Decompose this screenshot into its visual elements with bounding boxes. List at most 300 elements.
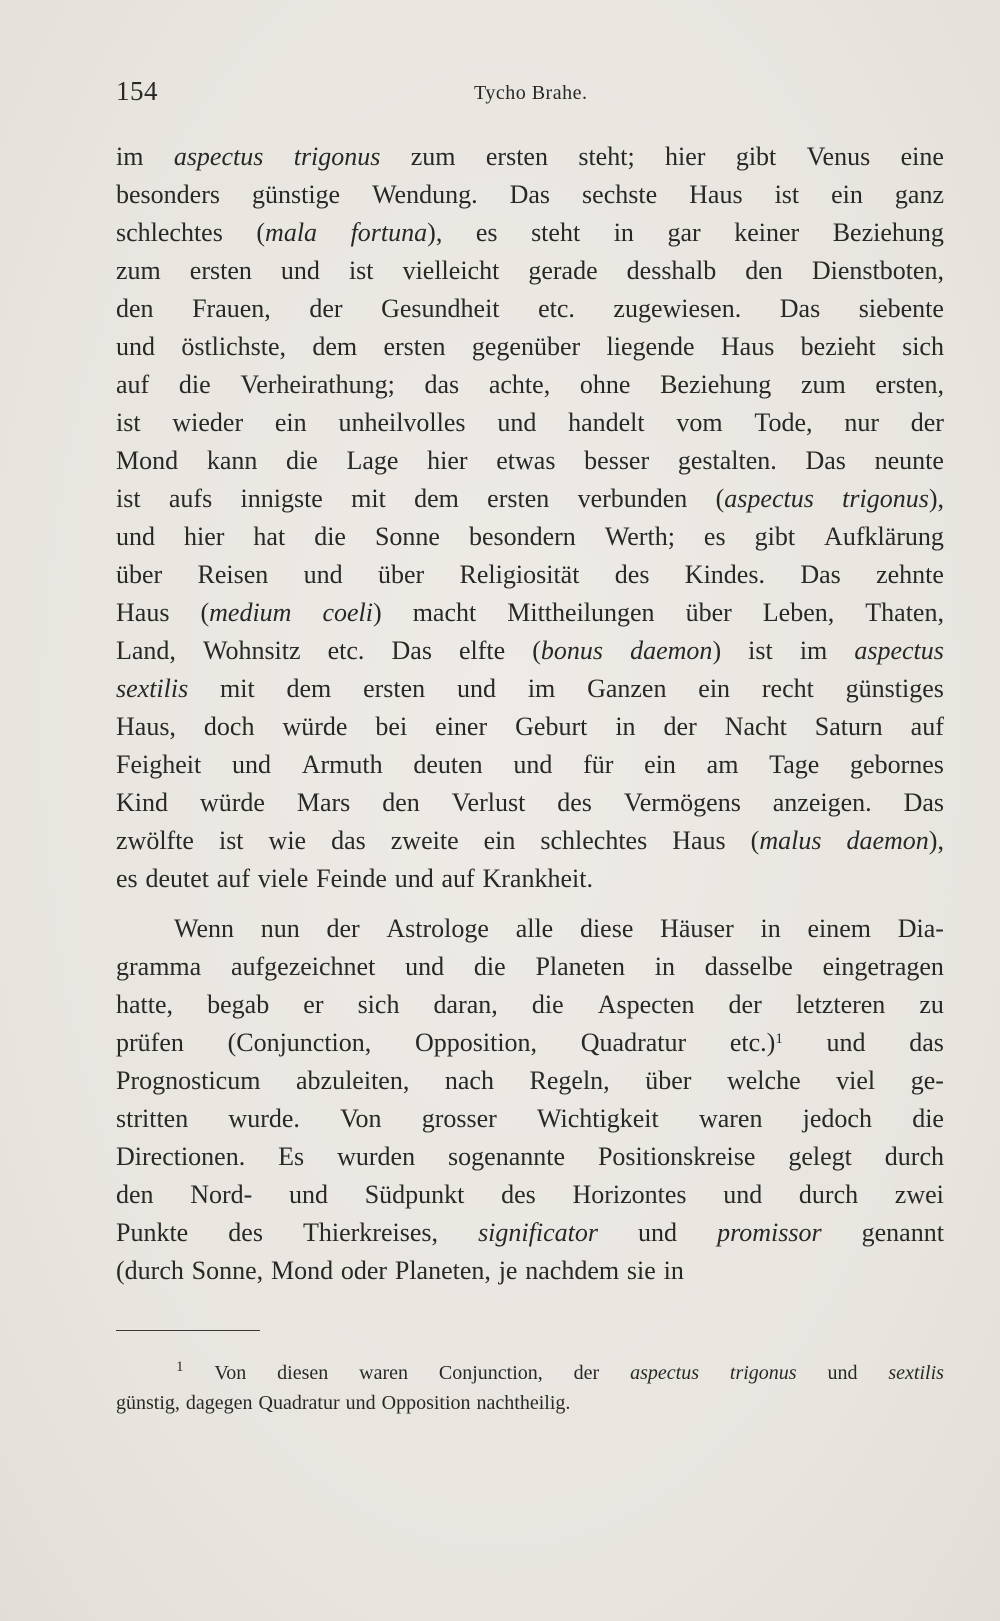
word: zwölfte — [116, 826, 194, 855]
word: Südpunkt — [364, 1180, 465, 1209]
word: coeli) — [322, 598, 382, 627]
word: grosser — [421, 1104, 497, 1133]
word: er — [303, 990, 324, 1019]
word: würde — [199, 788, 265, 817]
word: Quadratur — [258, 1392, 340, 1414]
word: Werth; — [604, 522, 675, 551]
text-line — [116, 1024, 944, 1062]
word: (malus — [750, 826, 822, 855]
word: trigonus), — [842, 484, 944, 513]
word: nachtheilig. — [476, 1392, 571, 1414]
word: innigste — [240, 484, 323, 513]
word: sie — [626, 1256, 656, 1285]
text-line — [116, 1176, 944, 1214]
word: ersten — [383, 332, 446, 361]
word: bezieht — [800, 332, 876, 361]
word: je — [498, 1256, 518, 1285]
text-line — [116, 860, 944, 898]
word: Tode, — [754, 408, 813, 437]
word: würde — [282, 712, 348, 741]
word: der — [663, 712, 697, 741]
word: wurden — [337, 1142, 416, 1171]
word: der — [309, 294, 343, 323]
word: in — [663, 1256, 684, 1285]
word: Reisen — [197, 560, 269, 589]
text-line — [116, 138, 944, 176]
word: Religiosität — [459, 560, 580, 589]
running-title: Tycho Brahe. — [474, 82, 588, 104]
word: nachdem — [525, 1256, 620, 1285]
word: vom — [676, 408, 723, 437]
word: promissor — [717, 1218, 822, 1247]
text-line — [116, 442, 944, 480]
word: unheilvolles — [338, 408, 466, 437]
text-line — [116, 708, 944, 746]
word: und — [513, 750, 553, 779]
text-line — [116, 822, 944, 860]
word: und — [231, 750, 271, 779]
word: waren — [698, 1104, 763, 1133]
word: eingetragen — [822, 952, 944, 981]
word: auf — [441, 864, 475, 893]
word: Das — [779, 294, 821, 323]
word: und — [457, 674, 496, 703]
word: Vermögens — [623, 788, 741, 817]
word: Venus — [806, 142, 871, 171]
word: das — [331, 826, 366, 855]
word: letzteren — [795, 990, 886, 1019]
word: daemon), — [846, 826, 944, 855]
word: im — [527, 674, 556, 703]
page-number: 154 — [116, 76, 158, 106]
word: ersten — [363, 674, 426, 703]
word: das — [909, 1028, 944, 1057]
text-line — [116, 948, 944, 986]
word: ein — [644, 750, 676, 779]
word: daemon) — [630, 636, 722, 665]
word: significator — [478, 1218, 598, 1247]
word: prüfen — [116, 1028, 184, 1057]
word: durch — [884, 1142, 944, 1171]
word: aufgezeichnet — [230, 952, 376, 981]
text-line — [116, 986, 944, 1024]
word: sich — [902, 332, 944, 361]
word: einer — [435, 712, 488, 741]
word: ist — [774, 180, 800, 209]
word: besonders — [116, 180, 220, 209]
word: Es — [278, 1142, 305, 1171]
word: Mars — [296, 788, 351, 817]
word: recht — [761, 674, 814, 703]
word: Saturn — [814, 712, 883, 741]
text-line — [116, 1358, 944, 1388]
word: gar — [667, 218, 701, 247]
text-line — [116, 1062, 944, 1100]
word: und — [303, 560, 343, 589]
text-line — [116, 1388, 944, 1418]
word: Beziehung — [832, 218, 944, 247]
word: hatte, — [116, 990, 174, 1019]
word: dasselbe — [704, 952, 793, 981]
text-line — [116, 910, 944, 948]
word: zum — [410, 142, 456, 171]
word: gerade — [528, 256, 598, 285]
word: das — [424, 370, 460, 399]
word: keiner — [734, 218, 800, 247]
word: mit — [351, 484, 386, 513]
text-line — [116, 366, 944, 404]
word: nun — [260, 914, 300, 943]
word: Wichtigkeit — [537, 1104, 659, 1133]
word: Aspecten — [597, 990, 695, 1019]
word: Kind — [116, 788, 168, 817]
word: kann — [206, 446, 258, 475]
word: dagegen — [185, 1392, 253, 1414]
word: etc.)$^1$ — [729, 1028, 783, 1057]
word: Das — [800, 560, 841, 589]
word: Feigheit — [116, 750, 202, 779]
text-line — [116, 594, 944, 632]
word: ge- — [910, 1066, 944, 1095]
word: Sonne — [374, 522, 440, 551]
word: auf — [116, 370, 150, 399]
word: Gesundheit — [381, 294, 500, 323]
word: es — [475, 218, 498, 247]
word: Von — [340, 1104, 382, 1133]
paragraph — [116, 138, 944, 898]
word: Dia- — [897, 914, 944, 943]
word: hier — [427, 446, 468, 475]
word: gestalten. — [677, 446, 777, 475]
word: steht — [531, 218, 581, 247]
word: der — [326, 914, 360, 943]
word: der — [910, 408, 944, 437]
word: ist — [218, 826, 244, 855]
word: Positionskreise — [597, 1142, 756, 1171]
word: Verlust — [451, 788, 526, 817]
word: hier — [665, 142, 706, 171]
word: Aufklärung — [824, 522, 944, 551]
word: wieder — [172, 408, 244, 437]
word: (durch — [116, 1256, 184, 1285]
text-line — [116, 1100, 944, 1138]
word: Opposition — [381, 1392, 471, 1414]
word: und — [405, 952, 445, 981]
body-text — [116, 138, 944, 1290]
word: Directionen. — [116, 1142, 246, 1171]
word: für — [583, 750, 614, 779]
word: und — [826, 1028, 866, 1057]
word: hat — [253, 522, 286, 551]
word: fortuna), — [350, 218, 443, 247]
word: elfte — [459, 636, 506, 665]
word: ersten — [189, 256, 252, 285]
word: gibt — [735, 142, 777, 171]
word: über — [685, 598, 732, 627]
word: oder — [340, 1256, 388, 1285]
word: trigonus — [729, 1362, 797, 1384]
word: in — [613, 218, 634, 247]
word: (mala — [256, 218, 318, 247]
word: steht; — [578, 142, 635, 171]
word: gelegt — [788, 1142, 852, 1171]
word: welche — [726, 1066, 801, 1095]
word: doch — [203, 712, 255, 741]
word: achte, — [488, 370, 551, 399]
word: gramma — [116, 952, 202, 981]
word: des — [501, 1180, 536, 1209]
word: zum — [116, 256, 161, 285]
word: im — [116, 142, 144, 171]
word: ein — [698, 674, 731, 703]
word: günstig, — [116, 1392, 180, 1414]
word: Astrologe — [386, 914, 489, 943]
word: sextilis — [116, 674, 189, 703]
word: (aspectus — [715, 484, 814, 513]
word: wie — [268, 826, 307, 855]
word: den — [745, 256, 783, 285]
word: aspectus — [630, 1362, 699, 1384]
word: sich — [357, 990, 400, 1019]
word: und — [289, 1180, 329, 1209]
footnote-rule — [116, 1330, 260, 1331]
text-line — [116, 1252, 944, 1290]
word: Wenn — [174, 914, 234, 943]
word: diese — [579, 914, 634, 943]
word: Wendung. — [372, 180, 478, 209]
word: dem — [414, 484, 459, 513]
word: und — [280, 256, 320, 285]
word: Kindes. — [684, 560, 765, 589]
word: auf — [216, 864, 250, 893]
word: dem — [312, 332, 358, 361]
word: alle — [515, 914, 554, 943]
word: stritten — [116, 1104, 189, 1133]
word: Planeten — [535, 952, 625, 981]
word: einem — [807, 914, 871, 943]
word: die — [178, 370, 211, 399]
word: aufs — [168, 484, 213, 513]
word: Quadratur — [580, 1028, 687, 1057]
word: des — [614, 560, 650, 589]
word: zehnte — [876, 560, 944, 589]
word: und — [394, 864, 434, 893]
text-line — [116, 252, 944, 290]
word: am — [706, 750, 739, 779]
word: Verheirathung; — [240, 370, 395, 399]
word: ist — [348, 256, 374, 285]
word: Regeln, — [529, 1066, 610, 1095]
word: dem — [286, 674, 332, 703]
word: etc. — [538, 294, 575, 323]
word: Das — [903, 788, 944, 817]
word: des — [557, 788, 592, 817]
word: Ganzen — [587, 674, 667, 703]
word: mit — [220, 674, 255, 703]
word: nur — [844, 408, 879, 437]
word: Beziehung — [660, 370, 772, 399]
word: Prognosticum — [116, 1066, 261, 1095]
word: und — [827, 1362, 858, 1384]
word: und — [345, 1392, 376, 1414]
word: Haus, — [116, 712, 176, 741]
word: zwei — [894, 1180, 944, 1209]
word: über — [645, 1066, 692, 1095]
word: nach — [444, 1066, 494, 1095]
word: Thaten, — [865, 598, 944, 627]
word: auf — [910, 712, 944, 741]
text-line — [116, 480, 944, 518]
word: ist — [748, 636, 773, 665]
word: etwas — [496, 446, 556, 475]
word: 1 — [176, 1359, 184, 1375]
word: bei — [375, 712, 408, 741]
word: gebornes — [850, 750, 944, 779]
word: genannt — [861, 1218, 944, 1247]
word: desshalb — [626, 256, 717, 285]
word: siebente — [858, 294, 944, 323]
word: ist — [116, 484, 141, 513]
word: viele — [257, 864, 309, 893]
word: hier — [184, 522, 225, 551]
word: in — [654, 952, 675, 981]
word: Dienstboten, — [811, 256, 944, 285]
word: Leben, — [762, 598, 835, 627]
word: über — [378, 560, 425, 589]
word: Thierkreises, — [303, 1218, 439, 1247]
word: Opposition, — [414, 1028, 538, 1057]
word: günstige — [251, 180, 341, 209]
word: günstiges — [845, 674, 944, 703]
text-line — [116, 214, 944, 252]
text-line — [116, 404, 944, 442]
word: neunte — [874, 446, 944, 475]
word: zweite — [390, 826, 459, 855]
word: Nacht — [724, 712, 787, 741]
word: in — [760, 914, 781, 943]
word: gegenüber — [471, 332, 581, 361]
word: Haus — [720, 332, 775, 361]
word: den — [116, 294, 154, 323]
word: Tage — [769, 750, 820, 779]
word: diesen — [277, 1362, 329, 1384]
word: Conjunction, — [438, 1362, 543, 1384]
word: Feinde — [316, 864, 387, 893]
text-line — [116, 1214, 944, 1252]
word: Mond — [116, 446, 179, 475]
word: Häuser — [660, 914, 734, 943]
word: zugewiesen. — [613, 294, 742, 323]
word: ersten, — [875, 370, 944, 399]
word: abzuleiten, — [296, 1066, 410, 1095]
word: liegende — [606, 332, 695, 361]
word: daran, — [433, 990, 498, 1019]
word: ein — [274, 408, 307, 437]
word: begab — [207, 990, 270, 1019]
word: schlechtes — [116, 218, 223, 247]
word: es — [116, 864, 138, 893]
word: ist — [116, 408, 141, 437]
word: Nord- — [190, 1180, 253, 1209]
word: und — [116, 332, 155, 361]
word: die — [473, 952, 506, 981]
word: die — [286, 446, 318, 475]
word: besondern — [468, 522, 576, 551]
word: und — [116, 522, 155, 551]
word: deuten — [413, 750, 483, 779]
word: Sonne, — [191, 1256, 264, 1285]
word: deutet — [145, 864, 209, 893]
word: gibt — [754, 522, 796, 551]
text-line — [116, 746, 944, 784]
running-head — [116, 76, 946, 116]
word: etc. — [327, 636, 365, 665]
text-line — [116, 176, 944, 214]
word: anzeigen. — [772, 788, 872, 817]
word: handelt — [568, 408, 645, 437]
word: eine — [900, 142, 944, 171]
text-line — [116, 556, 944, 594]
word: Das — [805, 446, 846, 475]
text-line — [116, 290, 944, 328]
word: es — [703, 522, 726, 551]
word: ersten — [485, 142, 548, 171]
word: (medium — [200, 598, 292, 627]
word: die — [912, 1104, 944, 1133]
word: die — [531, 990, 564, 1019]
text-line — [116, 784, 944, 822]
footnotes — [116, 1358, 944, 1418]
word: der — [573, 1362, 600, 1384]
word: aspectus — [854, 636, 944, 665]
word: schlechtes — [540, 826, 648, 855]
word: besser — [584, 446, 650, 475]
text-line — [116, 632, 944, 670]
word: Haus — [116, 598, 170, 627]
word: vielleicht — [402, 256, 500, 285]
word: Von — [214, 1362, 247, 1384]
word: ersten — [487, 484, 550, 513]
word: ein — [483, 826, 516, 855]
word: trigonus — [293, 142, 381, 171]
word: der — [728, 990, 762, 1019]
word: Planeten, — [394, 1256, 491, 1285]
word: verbunden — [577, 484, 688, 513]
word: Haus — [689, 180, 743, 209]
word: Frauen, — [192, 294, 271, 323]
word: und — [638, 1218, 678, 1247]
word: Das — [391, 636, 432, 665]
word: Das — [509, 180, 551, 209]
word: jedoch — [802, 1104, 872, 1133]
word: über — [116, 560, 163, 589]
word: Horizontes — [572, 1180, 687, 1209]
text-line — [116, 518, 944, 556]
word: den — [116, 1180, 154, 1209]
word: Geburt — [515, 712, 588, 741]
paragraph — [116, 910, 944, 1290]
word: durch — [798, 1180, 859, 1209]
word: (Conjunction, — [227, 1028, 372, 1057]
word: sechste — [582, 180, 658, 209]
word: und — [723, 1180, 763, 1209]
word: Krankheit. — [482, 864, 593, 893]
text-line — [116, 1138, 944, 1176]
word: aspectus — [173, 142, 264, 171]
word: im — [799, 636, 828, 665]
word: östlichste, — [181, 332, 287, 361]
word: Lage — [346, 446, 399, 475]
